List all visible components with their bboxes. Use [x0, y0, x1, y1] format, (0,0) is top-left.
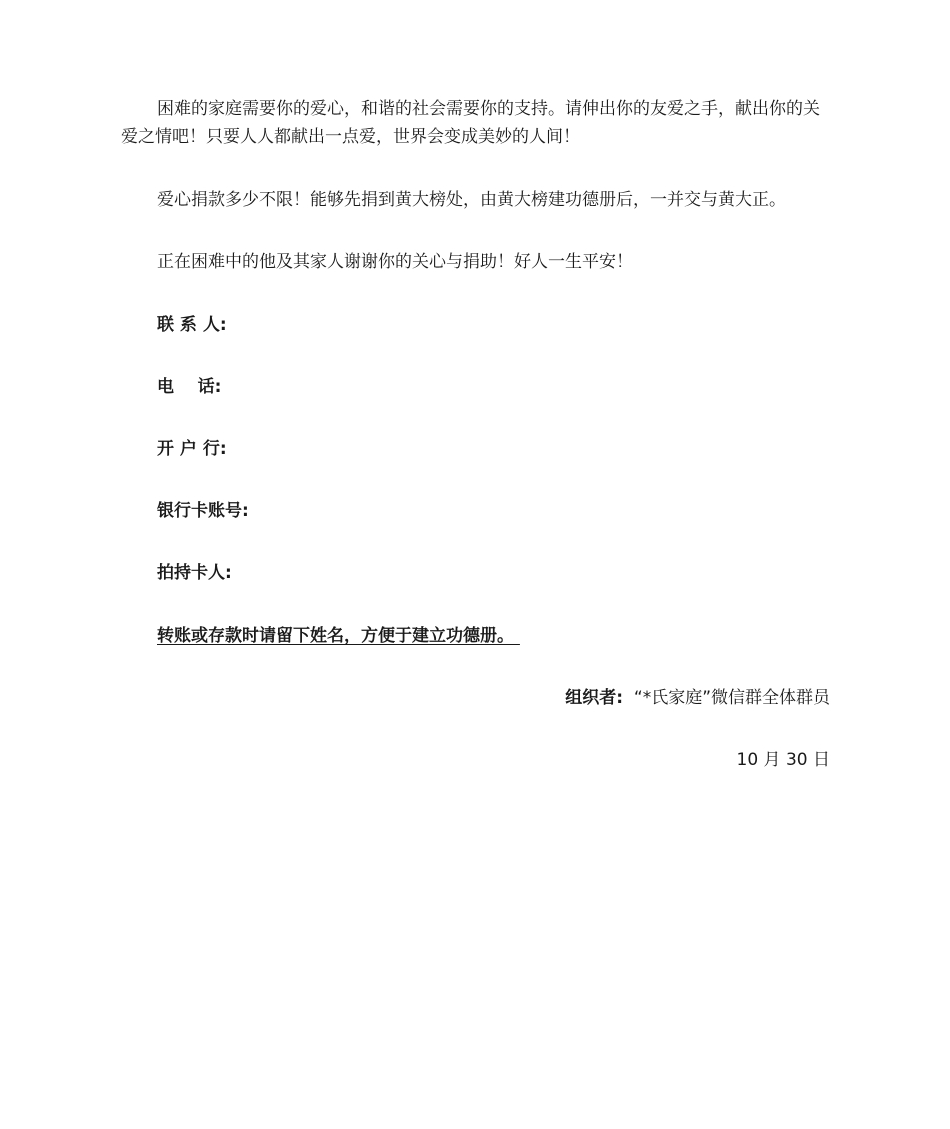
organizer-label: 组织者:: [565, 688, 624, 708]
bank-label: 开 户 行:: [157, 439, 227, 459]
card-holder-label: 拍持卡人:: [157, 563, 232, 583]
bank-field: [157, 437, 227, 461]
account-number-label: 银行卡账号:: [157, 501, 249, 521]
phone-label: 电 话:: [157, 377, 222, 397]
transfer-note: 转账或存款时请留下姓名，方便于建立功德册。: [157, 626, 520, 646]
organizer-line: [565, 686, 830, 710]
letter-date: 10 月 30 日: [736, 750, 830, 770]
paragraph-donation-instructions: 爱心捐款多少不限！能够先捐到黄大榜处，由黄大榜建功德册后，一并交与黄大正。: [157, 190, 786, 210]
contact-person-field: [157, 313, 227, 337]
account-number-field: [157, 499, 249, 523]
card-holder-field: [157, 561, 232, 585]
contact-person-label: 联 系 人:: [157, 315, 227, 335]
phone-field: [157, 375, 221, 399]
paragraph-appeal: 困难的家庭需要你的爱心，和谐的社会需要你的支持。请伸出你的友爱之手，献出你的关爱之情吧！只要人人都献出一点爱，世界会变成美妙的人间！: [121, 99, 820, 147]
organizer-value: “*氏家庭”微信群全体群员: [623, 688, 830, 708]
paragraph-thanks: 正在困难中的他及其家人谢谢你的关心与捐助！好人一生平安！: [157, 252, 633, 272]
